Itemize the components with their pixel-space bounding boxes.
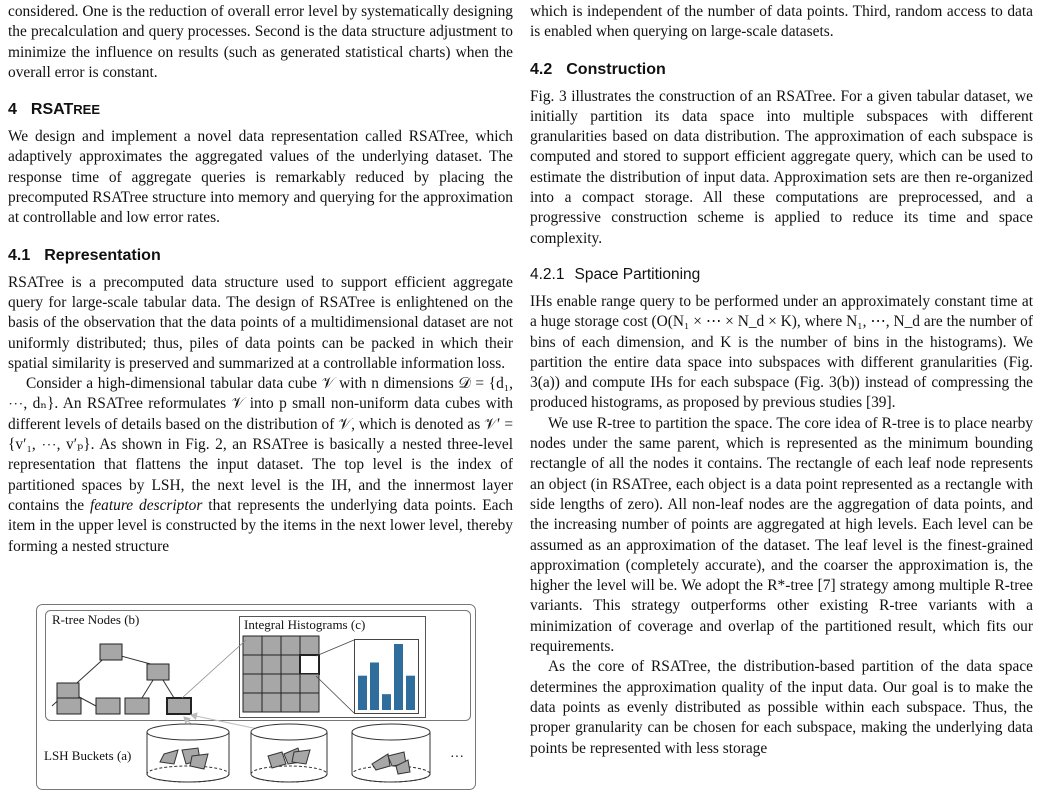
ih-grid-cell: [281, 693, 300, 712]
ih-grid-cell: [243, 693, 262, 712]
rtree-mid-node-left: [57, 683, 79, 699]
ih-grid-cell-selected: [300, 655, 319, 674]
right-column: [530, 2, 1033, 759]
section-4-1-heading: [8, 246, 513, 266]
histogram-bar: [406, 676, 415, 710]
left-column: [8, 2, 513, 557]
ih-grid-cell: [243, 655, 262, 674]
more-buckets-ellipsis: ···: [450, 750, 464, 765]
section-4-2-heading: [530, 60, 1033, 80]
ih-grid-cell: [300, 636, 319, 655]
rsatree-structure-figure: [36, 604, 476, 790]
rtree-root-node: [100, 644, 122, 660]
ih-grid-cell: [243, 636, 262, 655]
figure-svg: [36, 604, 476, 790]
rtree-mid-node-right: [147, 664, 169, 680]
ih-grid-cell: [281, 655, 300, 674]
section-4-2-1-title: Space Partitioning: [574, 265, 701, 283]
section-4-1-number: 4.1: [8, 246, 31, 264]
ih-grid-cell: [281, 636, 300, 655]
section-4-2-1-heading: [530, 265, 1033, 285]
section-4-1-paragraph-2: [8, 374, 513, 557]
lsh-bucket-3: [352, 724, 430, 782]
section-4-2-1-paragraph-3: As the core of RSATree, the distribution-based partition of the data space determines the approximation quality of the input data. Our goal is to make the data points as evenly distributed as possible within each subspace. Thus, the proper granularity can be chosen for each subspace, making the underlying data points be represented with less storage: [530, 658, 1033, 757]
rtree-leaf-node-2: [96, 698, 120, 714]
ih-grid-cell: [262, 693, 281, 712]
ih-grid-cell: [300, 693, 319, 712]
section-4-2-body: Fig. 3 illustrates the construction of an RSATree. For a given tabular dataset, we initially partition its data space into multiple subspaces with different granularities based on data distribution. The approximation of each subspace is computed and stored to support efficient aggregate query, which can be used to estimate the distribution of input data. Approximation sets are then re-organized into a compact storage. All these computations are preprocessed, and a progressive construction scheme is applied to reduce its time and space complexity.: [530, 87, 1033, 247]
paragraph-2-text-b: that represents the underlying data points. Each item in the upper level is constructed by the items in the next lower level, thereby forming a nested structure: [8, 496, 513, 555]
histogram-bar: [358, 676, 367, 710]
ih-grid-cell: [262, 674, 281, 693]
section-4-heading: [8, 100, 513, 120]
lsh-bucket-2: [251, 724, 327, 782]
rtree-nodes: [57, 644, 191, 714]
section-4-1-title: Representation: [44, 246, 161, 264]
rtree-leaf-node-1: [57, 698, 81, 714]
rtree-leaf-node-4: [167, 698, 191, 714]
section-4-2-1-number: 4.2.1: [530, 265, 565, 283]
integral-histogram-grid: [243, 636, 319, 712]
histogram-bar: [370, 662, 379, 710]
right-intro-paragraph: which is independent of the number of data points. Third, random access to data is enabled when querying on large-scale datasets.: [530, 3, 1033, 41]
rtree-label: R-tree Nodes (b): [52, 612, 140, 627]
ih-grid-cell: [262, 636, 281, 655]
rtree-leaf-node-3: [125, 698, 149, 714]
paragraph-2-text-a: Consider a high-dimensional tabular data cube 𝒱 with n dimensions 𝒟 = {d₁, ⋯, dₙ}. An RSATree reformulates 𝒱 into p small non-uniform data cubes with different levels of details based on the distribution of 𝒱, which is denoted as 𝒱′ = {v′₁, ⋯, v′ₚ}. As shown in Fig. 2, an RSATree is basically a nested three-level representation that flattens the input dataset. The top level is the index of partitioned spaces by LSH, the next level is the IH, and the innermost layer contains the: [8, 375, 513, 514]
section-4-2-1-paragraph-2: We use R-tree to partition the space. The core idea of R-tree is to place nearby nodes under the same parent, which is represented as the minimum bounding rectangle of all the nodes it contains. The rectangle of each leaf node represents an object (in RSATree, each object is a data point represented as a rectangle with side lengths of zero). All non-leaf nodes are the aggregation of data points, and the increasing number of points are aggregated at high levels. Each level can be assumed as an approximation of the dataset. The leaf level is the finest-grained approximation (completely accurate), and the coarser the approximation is, the higher the level will be. We adopt the R*-tree [7] strategy among multiple R-tree variants. This strategy outperforms other existing R-tree variants with a minimization of coverage and overlap of the partitioned result, which fits our requirements.: [530, 414, 1033, 656]
lsh-bucket-1: [147, 724, 229, 782]
section-4-2-title: Construction: [566, 60, 666, 78]
ih-grid-cell: [300, 674, 319, 693]
leaf-to-ih-connector: [182, 640, 246, 698]
ih-grid-cell: [281, 674, 300, 693]
section-4-body: We design and implement a novel data representation called RSATree, which adaptively approximates the aggregated values of the underlying dataset. The response time of aggregate queries is remarkably reduced by placing the precomputed RSATree structure into memory and querying for the approximation at controllable and low error rates.: [8, 128, 513, 227]
section-4-1-paragraph-1: RSATree is a precomputed data structure used to support efficient aggregate query for large-scale tabular data. The design of RSATree is enlightened on the basis of the observation that the data points of a multidimensional dataset are not uniformly distributed; thus, piles of data points can be packed in which their spatial similarity is preserved and summarized at a controllable information loss.: [8, 273, 513, 372]
histogram-bar: [394, 644, 403, 710]
lsh-buckets-label: LSH Buckets (a): [44, 748, 132, 763]
ih-grid-cell: [243, 674, 262, 693]
integral-histogram-label: Integral Histograms (c): [244, 617, 366, 632]
section-4-title-caps: RSAT: [30, 101, 74, 119]
section-4-2-number: 4.2: [530, 60, 553, 78]
section-4-number: 4: [8, 101, 17, 119]
feature-descriptor-term: feature descriptor: [90, 496, 203, 514]
histogram-bar: [382, 694, 391, 710]
section-4-title-smallcaps: REE: [73, 102, 101, 118]
ih-grid-cell: [262, 655, 281, 674]
section-4-2-1-paragraph-1: IHs enable range query to be performed under an approximately constant time at a huge storage cost (O(N₁ × ⋯ × N_d × K), where N₁, ⋯, N_d are the number of bins of each dimension, and K is the number of bins in the histograms). We partition the entire data space into subspaces with different granularities (Fig. 3(a)) and compute IHs for each subspace (Fig. 3(b)) instead of compressing the produced histograms, as proposed by previous studies [39].: [530, 292, 1033, 412]
left-intro-paragraph: considered. One is the reduction of overall error level by systematically designing the precalculation and query processes. Second is the data structure adjustment to minimize the influence on results (such as generated statistical charts) when the overall error is constant.: [8, 3, 513, 81]
